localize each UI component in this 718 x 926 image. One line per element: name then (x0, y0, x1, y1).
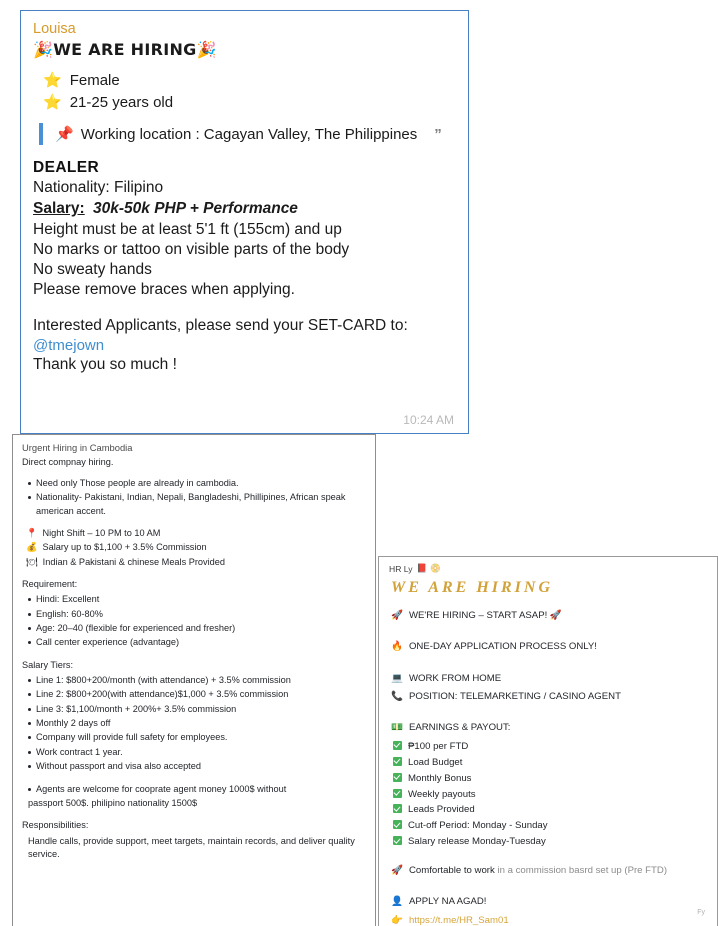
checklist-item (393, 803, 707, 817)
info-row (391, 672, 707, 686)
list-item (43, 71, 456, 89)
spacer (389, 627, 707, 636)
requirement-text: No marks or tattoo on visible parts of the body (33, 241, 350, 258)
list-item: Without passport and visa also accepted (28, 760, 366, 773)
list-item: Age: 20–40 (flexible for experienced and fresher) (28, 622, 366, 635)
checklist-item-label: ₱100 per FTD (408, 740, 469, 752)
highlight-label: Salary up to $1,100 + 3.5% Commission (42, 542, 207, 553)
message-sender-row (389, 563, 707, 576)
spacer (389, 851, 707, 860)
closing-text: Interested Applicants, please send your SET-CARD to: (33, 317, 408, 334)
check-icon (393, 789, 402, 798)
salary-value: 30k-50k PHP + Performance (93, 200, 298, 217)
list-item: Call center experience (advantage) (28, 636, 366, 649)
info-row-label: POSITION: TELEMARKETING / CASINO AGENT (408, 691, 621, 703)
checklist-item-label: Load Budget (408, 756, 463, 768)
requirement-text: Please remove braces when applying. (33, 281, 295, 298)
pin-icon: 📌 (55, 125, 74, 143)
checklist-item (393, 788, 707, 802)
hiring-banner: WE ARE HIRING (391, 578, 553, 596)
rocket-icon: 🚀 (391, 865, 403, 877)
checklist-item-label: Salary release Monday-Tuesday (408, 836, 546, 848)
salary-tiers-heading: Salary Tiers: (22, 659, 74, 670)
list-item: English: 60-80% (28, 608, 366, 621)
telegram-mention-link[interactable]: @tmejown (33, 337, 105, 354)
pin-icon: 📍 (26, 528, 38, 539)
highlight-row (26, 527, 366, 540)
spacer (22, 775, 366, 782)
message-card-hr-ly (378, 556, 718, 926)
spacer (389, 708, 707, 717)
highlight-row (26, 556, 366, 569)
list-item: Line 2: $800+200(with attendance)$1,000 + 3.5% commission (28, 688, 366, 701)
footer-tiny-text: Fy (697, 908, 705, 916)
checklist-item (393, 756, 707, 770)
message-sender-name: HR Ly (389, 564, 413, 574)
check-icon (393, 804, 402, 813)
requirement-text: Height must be at least 5'1 ft (155cm) and up (33, 221, 342, 238)
comfort-text-primary: Comfortable to work (408, 865, 495, 877)
check-icon (393, 757, 402, 766)
nationality-text: Nationality: Filipino (33, 179, 164, 196)
meal-icon: 🍽 (26, 556, 38, 568)
laptop-icon: 💻 (391, 672, 403, 684)
job-role-title: DEALER (33, 159, 100, 176)
apply-link-row[interactable] (391, 914, 707, 926)
post-title: Urgent Hiring in Cambodia (22, 442, 133, 453)
list-item (43, 93, 456, 111)
list-item: Line 1: $800+200/month (with attendance) + 3.5% commission (28, 674, 366, 687)
quote-mark: ” (434, 126, 442, 143)
sender-badge-icons: 📕 📀 (416, 564, 441, 574)
star-icon: ⭐ (43, 71, 62, 89)
salary-row (33, 200, 456, 218)
message-card-cambodia (12, 434, 376, 926)
person-icon: 👤 (391, 896, 403, 908)
info-row-label: WE'RE HIRING – START ASAP! 🚀 (408, 609, 562, 621)
thanks-text: Thank you so much ! (33, 356, 177, 373)
info-row (391, 690, 707, 704)
checklist-item-label: Leads Provided (408, 804, 475, 816)
rocket-icon: 🚀 (391, 609, 403, 621)
comfort-text-secondary: in a commission basrd set up (Pre FTD) (497, 865, 668, 877)
agent-note-line: passport 500$. philipino nationality 1500$ (28, 797, 198, 808)
pointing-hand-icon: 👉 (391, 914, 403, 926)
info-row-label: WORK FROM HOME (408, 672, 502, 684)
post-subtitle: Direct compnay hiring. (22, 456, 114, 467)
list-item: Line 3: $1,100/month + 200%+ 3.5% commission (28, 703, 366, 716)
message-headline: 🎉WE ARE HIRING🎉 (33, 40, 217, 59)
list-item: Company will provide full safety for employees. (28, 731, 366, 744)
message-timestamp: 10:24 AM (403, 413, 454, 427)
earnings-heading-row (391, 721, 707, 735)
apply-row (391, 895, 707, 909)
responsibilities-text: Handle calls, provide support, meet targets, maintain records, and deliver quality service. (28, 835, 355, 859)
comfort-row-label (409, 864, 707, 878)
check-icon (393, 820, 402, 829)
checklist-item-label: Cut-off Period: Monday - Sunday (408, 820, 548, 832)
requirement-text: No sweaty hands (33, 261, 152, 278)
earnings-heading-label: EARNINGS & PAYOUT: (408, 722, 511, 734)
list-item-label: 21-25 years old (69, 94, 174, 111)
list-item: Need only Those people are already in cambodia. (28, 477, 366, 490)
spacer (389, 659, 707, 668)
apply-row-label: APPLY NA AGAD! (408, 896, 487, 908)
list-item: Monthly 2 days off (28, 717, 366, 730)
highlight-label: Night Shift – 10 PM to 10 AM (42, 528, 161, 538)
location-text: Working location : Cagayan Valley, The Philippines (80, 126, 418, 143)
responsibilities-heading: Responsibilities: (22, 820, 89, 831)
info-row (391, 640, 707, 654)
info-row (391, 609, 707, 623)
fire-icon: 🔥 (391, 641, 403, 653)
money-icon: 💵 (391, 722, 403, 734)
spacer (33, 301, 456, 315)
check-icon (393, 773, 402, 782)
location-quote-block (39, 123, 456, 145)
checklist-item-label: Monthly Bonus (408, 772, 472, 784)
info-row-label: ONE-DAY APPLICATION PROCESS ONLY! (408, 641, 597, 653)
comfort-row (391, 864, 707, 878)
list-item: Nationality- Pakistani, Indian, Nepali, Bangladeshi, Phillipines, African speak american accent. (28, 491, 366, 518)
money-icon: 💰 (26, 542, 38, 554)
checklist-item (393, 740, 707, 754)
agent-note-line: Agents are welcome for cooprate agent money 1000$ without (28, 783, 366, 796)
star-icon: ⭐ (43, 93, 62, 111)
message-sender-name: Louisa (33, 21, 76, 37)
checklist-item (393, 772, 707, 786)
telegram-link[interactable]: https://t.me/HR_Sam01 (408, 914, 509, 926)
salary-label: Salary: (33, 200, 85, 217)
highlight-label: Indian & Pakistani & chinese Meals Provided (42, 556, 225, 567)
requirements-heading: Requirement: (22, 579, 78, 590)
list-item: Work contract 1 year. (28, 746, 366, 759)
check-icon (393, 836, 402, 845)
spacer (22, 519, 366, 526)
list-item-label: Female (69, 72, 120, 89)
spacer (389, 882, 707, 891)
check-icon (393, 741, 402, 750)
checklist-item-label: Weekly payouts (408, 788, 476, 800)
checklist-item (393, 835, 707, 849)
list-item: Hindi: Excellent (28, 593, 366, 606)
message-card-louisa (20, 10, 469, 434)
phone-icon: 📞 (391, 691, 403, 703)
checklist-item (393, 819, 707, 833)
highlight-row (26, 541, 366, 554)
